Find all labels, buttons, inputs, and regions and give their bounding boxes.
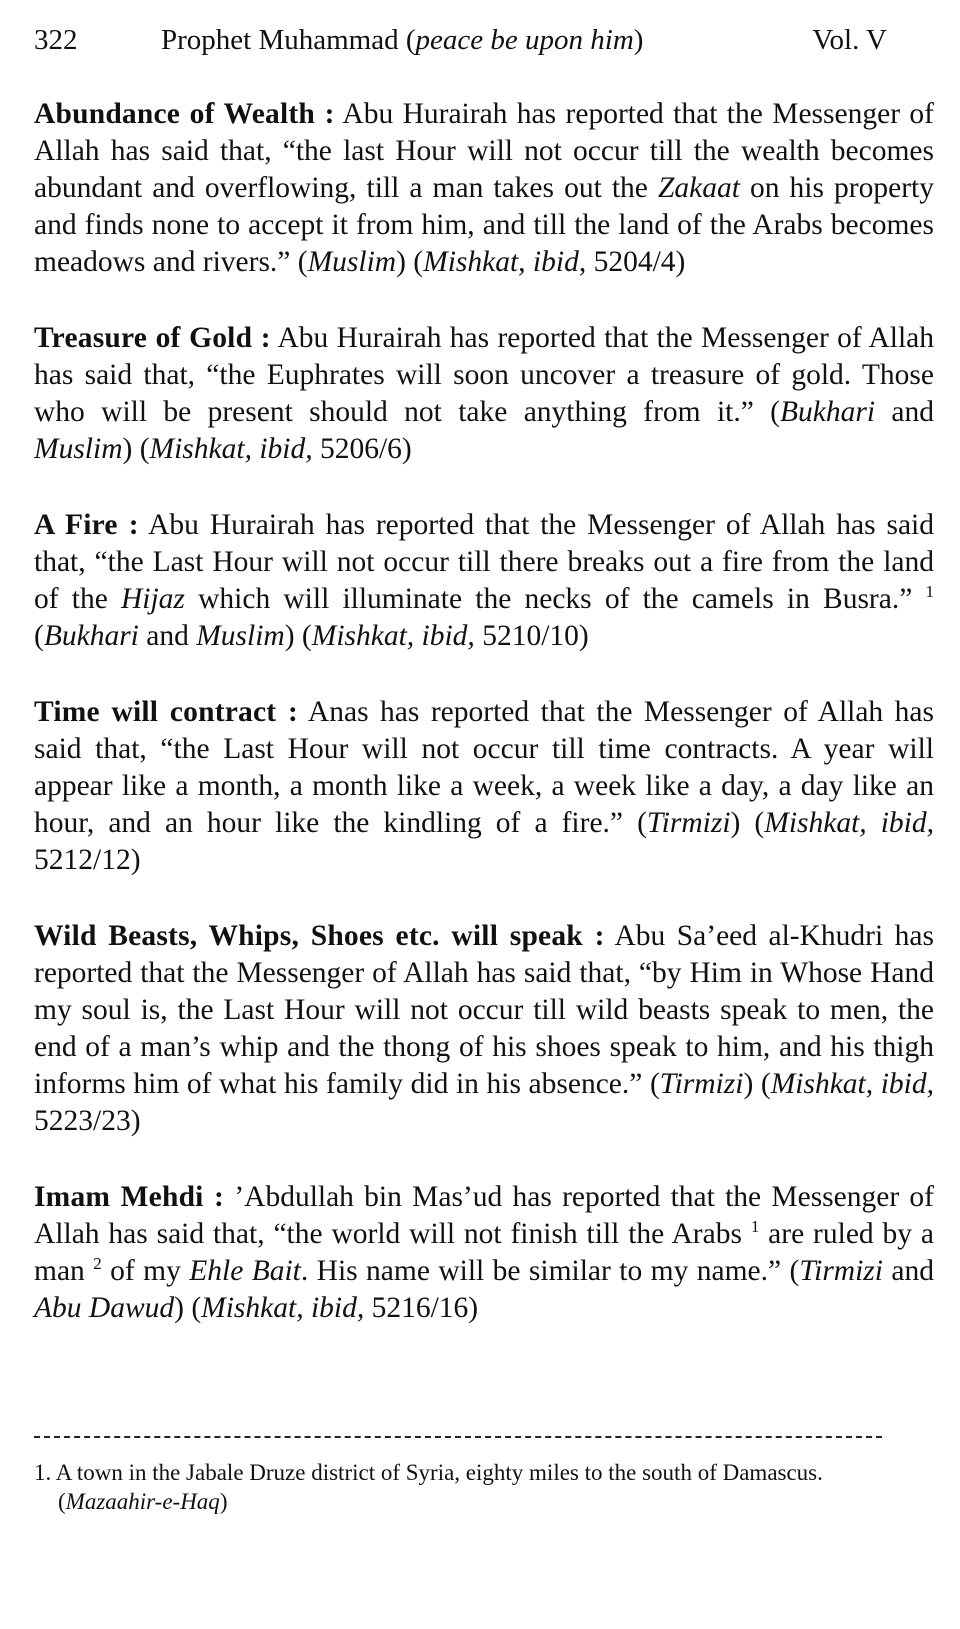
entry-italic: Tirmizi [659, 1068, 744, 1100]
entry-heading: Time will contract : [34, 696, 299, 728]
entry-italic: Mishkat, ibid, [149, 433, 313, 465]
entry-heading: Treasure of Gold : [34, 322, 271, 354]
footnote-body: A town in the Jabale Druze district of Syria, eighty miles to the south of Damascus. ( [51, 1460, 823, 1514]
page-header [34, 24, 887, 64]
entry-text: on his property and finds none to accept it from him, and till the land of the Arabs becomes meadows and rivers.” ( [34, 172, 934, 278]
entry-italic: Mishkat, ibid, [764, 807, 934, 839]
entry-treasure-of-gold [34, 320, 934, 468]
entry-heading: A Fire : [34, 509, 139, 541]
running-title-italic: peace be upon him [415, 24, 634, 56]
footnote-number: 1. [34, 1460, 52, 1485]
entry-italic: Bukhari [780, 396, 876, 428]
running-title: Prophet Muhammad (peace be upon him) [161, 24, 644, 56]
entry-text: ) ( [284, 620, 312, 652]
entry-imam-mehdi [34, 1179, 934, 1327]
entry-text: 5212/12) [34, 844, 141, 876]
entries [34, 96, 934, 1366]
entry-a-fire [34, 507, 934, 655]
entry-text: and [875, 396, 935, 428]
footnote [34, 1458, 894, 1516]
entry-text: ) ( [730, 807, 765, 839]
entry-text: 5206/6) [312, 433, 412, 465]
entry-italic: Mishkat, ibid, [201, 1292, 365, 1324]
footnote-marker: 1 [925, 582, 934, 601]
entry-italic: Muslim [307, 246, 397, 278]
footnote-text [34, 1458, 894, 1516]
entry-text: Abu Sa’eed al-Khudri has reported that the Messenger of Allah has said that, “by Him in Whose Hand my soul is, the Last Hour will not occur till wild beasts speak to men, the end of a man’s whip and the thong of his shoes speak to him, and his thigh informs him of what his family did in his absence.” ( [34, 920, 934, 1100]
entry-heading: Abundance of Wealth : [34, 98, 335, 130]
entry-text: ’Abdullah bin Mas’ud has reported that the Messenger of Allah has said that, “the world will not finish till the Arabs [34, 1181, 934, 1250]
entry-text: ) ( [743, 1068, 771, 1100]
entry-text: ( [34, 620, 44, 652]
entry-text: ) ( [174, 1292, 202, 1324]
entry-heading: Wild Beasts, Whips, Shoes etc. will speak : [34, 920, 605, 952]
page-number: 322 [34, 24, 78, 56]
entry-text: of my [101, 1255, 190, 1287]
entry-text: Abu Hurairah has reported that the Messenger of Allah has said that, “the Last Hour will not occur till there breaks out a fire from the land of the [34, 509, 934, 615]
entry-italic: Muslim [34, 433, 123, 465]
entry-text: . His name will be similar to my name.” ( [300, 1255, 800, 1287]
entry-time-will-contract [34, 694, 934, 879]
footnote-source: Mazaahir-e-Haq [65, 1489, 220, 1514]
volume-label: Vol. V [812, 24, 887, 56]
entry-text: are ruled by a man [34, 1218, 935, 1287]
entry-text: ) ( [396, 246, 424, 278]
footnote-marker: 1 [750, 1217, 760, 1236]
entry-text: Abu Hurairah has reported that the Messenger of Allah has said that, “the last Hour will not occur till the wealth becomes abundant and overflowing, till a man takes out the [34, 98, 934, 204]
entry-text: ) ( [122, 433, 150, 465]
entry-text: and [138, 620, 197, 652]
entry-text: Anas has reported that the Messenger of Allah has said that, “the Last Hour will not occur till time contracts. A year will appear like a month, a month like a week, a week like a day, a day like an hour, and an hour like the kindling of a fire.” ( [34, 696, 934, 839]
entry-text: 5216/16) [364, 1292, 479, 1324]
entry-italic: Abu Dawud [34, 1292, 175, 1324]
entry-wild-beasts [34, 918, 934, 1140]
footnote-close: ) [219, 1489, 228, 1514]
entry-text: which will illuminate the necks of the camels in Busra.” [184, 583, 926, 615]
entry-italic: Tirmizi [646, 807, 731, 839]
footnote-separator [34, 1436, 882, 1438]
entry-italic: Muslim [196, 620, 285, 652]
entry-text: Abu Hurairah has reported that the Messenger of Allah has said that, “the Euphrates will soon uncover a treasure of gold. Those who will be present should not take anything from it.” ( [34, 322, 935, 428]
entry-italic: Ehle Bait [189, 1255, 301, 1287]
entry-italic: Zakaat [657, 172, 740, 204]
entry-italic: Mishkat, ibid, [311, 620, 475, 652]
entry-abundance-of-wealth [34, 96, 934, 281]
entry-heading: Imam Mehdi : [34, 1181, 225, 1213]
entry-italic: Mishkat, ibid, [423, 246, 587, 278]
entry-italic: Bukhari [43, 620, 139, 652]
footnote-marker: 2 [93, 1254, 102, 1273]
entry-text: and [882, 1255, 934, 1287]
entry-italic: Mishkat, ibid, [770, 1068, 934, 1100]
entry-italic: Hijaz [120, 583, 185, 615]
entry-text: 5204/4) [586, 246, 686, 278]
entry-text: 5223/23) [34, 1105, 141, 1137]
entry-italic: Tirmizi [799, 1255, 883, 1287]
running-title-main: Prophet Muhammad [161, 24, 399, 56]
entry-text: 5210/10) [474, 620, 589, 652]
